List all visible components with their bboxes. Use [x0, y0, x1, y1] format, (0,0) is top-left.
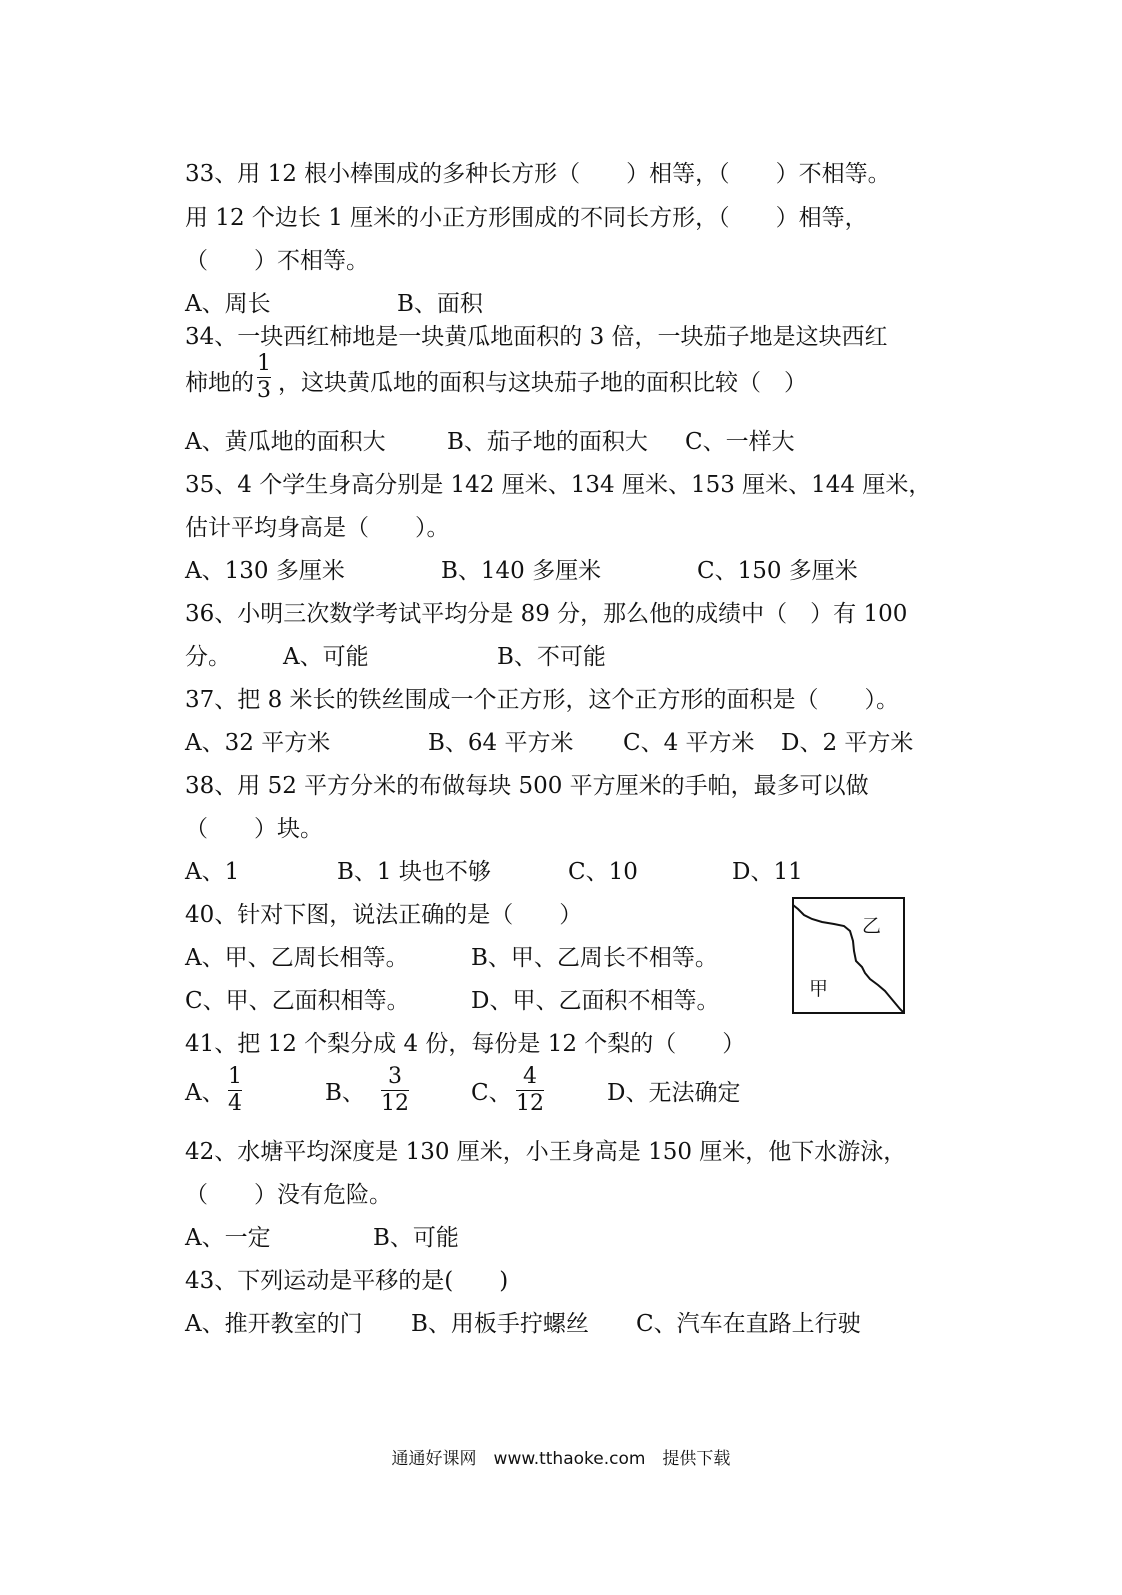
q37-option-c: C、4 平方米 — [623, 730, 755, 756]
q38-option-b: B、1 块也不够 — [337, 859, 491, 885]
q37-option-b: B、64 平方米 — [428, 730, 574, 756]
q40-option-c: C、甲、乙面积相等。 — [185, 988, 410, 1014]
q41-option-b-label: B、 — [325, 1080, 365, 1106]
q40-option-a: A、甲、乙周长相等。 — [185, 945, 409, 971]
q43-line-1: 43、下列运动是平移的是( ) — [185, 1268, 509, 1294]
q37-line-1: 37、把 8 米长的铁丝围成一个正方形，这个正方形的面积是（ ）。 — [185, 687, 900, 713]
q33-option-b: B、面积 — [397, 291, 483, 317]
q34-option-a: A、黄瓜地的面积大 — [185, 429, 386, 455]
q42-line-2: （ ）没有危险。 — [185, 1182, 392, 1208]
q41-option-b-numerator: 3 — [388, 1064, 402, 1089]
q41-option-c-label: C、 — [471, 1080, 512, 1106]
q33-option-a: A、周长 — [185, 291, 271, 317]
q38-line-1: 38、用 52 平方分米的布做每块 500 平方厘米的手帕，最多可以做 — [185, 773, 869, 799]
q41-option-d: D、无法确定 — [607, 1080, 741, 1106]
figure-label-yi: 乙 — [862, 915, 882, 937]
figure-label-jia: 甲 — [809, 978, 829, 1000]
q41-option-b-denominator: 12 — [381, 1091, 409, 1116]
q38-option-a: A、1 — [185, 859, 240, 885]
q34-option-b: B、茄子地的面积大 — [447, 429, 648, 455]
q40-figure — [792, 897, 905, 1014]
q33-line-3: （ ）不相等。 — [185, 248, 369, 274]
q34-option-c: C、一样大 — [685, 429, 795, 455]
q41-option-c-denominator: 12 — [516, 1091, 544, 1116]
q40-option-d: D、甲、乙面积不相等。 — [471, 988, 720, 1014]
q43-option-a: A、推开教室的门 — [185, 1311, 363, 1337]
q42-option-a: A、一定 — [185, 1225, 271, 1251]
q37-option-d: D、2 平方米 — [781, 730, 914, 756]
q41-option-c-numerator: 4 — [523, 1064, 537, 1089]
q35-option-c: C、150 多厘米 — [697, 558, 858, 584]
q41-option-a-fraction — [228, 1065, 242, 1116]
q38-option-d: D、11 — [732, 859, 803, 885]
q40-line-1: 40、针对下图，说法正确的是（ ） — [185, 902, 583, 928]
q36-line-1: 36、小明三次数学考试平均分是 89 分，那么他的成绩中（ ）有 100 — [185, 601, 908, 627]
q41-option-b-fraction — [381, 1065, 409, 1116]
q42-line-1: 42、水塘平均深度是 130 厘米，小王身高是 150 厘米，他下水游泳， — [185, 1139, 907, 1165]
q41-option-a-denominator: 4 — [228, 1091, 242, 1116]
q43-option-c: C、汽车在直路上行驶 — [636, 1311, 861, 1337]
q34-fraction-numerator: 1 — [257, 351, 271, 376]
q34-line-1: 34、一块西红柿地是一块黄瓜地面积的 3 倍，一块茄子地是这块西红 — [185, 324, 888, 350]
page-footer: 通通好课网 www.tthaoke.com 提供下载 — [391, 1449, 731, 1469]
q41-option-a-label: A、 — [185, 1080, 225, 1106]
q34-line-2-prefix: 柿地的 — [185, 370, 254, 396]
q40-option-b: B、甲、乙周长不相等。 — [471, 945, 718, 971]
q43-option-b: B、用板手拧螺丝 — [411, 1311, 589, 1337]
q41-line-1: 41、把 12 个梨分成 4 份，每份是 12 个梨的（ ） — [185, 1031, 746, 1057]
q35-line-2: 估计平均身高是（ ）。 — [185, 515, 450, 541]
q36-option-b: B、不可能 — [497, 644, 606, 670]
q34-line-2-suffix: ，这块黄瓜地的面积与这块茄子地的面积比较（ ） — [278, 370, 807, 396]
q35-line-1: 35、4 个学生身高分别是 142 厘米、134 厘米、153 厘米、144 厘米， — [185, 472, 932, 498]
q34-fraction-denominator: 3 — [257, 378, 271, 403]
q35-option-b: B、140 多厘米 — [441, 558, 602, 584]
q42-option-b: B、可能 — [373, 1225, 459, 1251]
q36-option-a: A、可能 — [283, 644, 369, 670]
q36-line-2-prefix: 分。 — [185, 644, 231, 670]
q35-option-a: A、130 多厘米 — [185, 558, 345, 584]
q38-line-2: （ ）块。 — [185, 816, 323, 842]
q33-line-1: 33、用 12 根小棒围成的多种长方形（ ）相等，（ ）不相等。 — [185, 161, 891, 187]
q41-option-c-fraction — [516, 1065, 544, 1116]
q41-option-a-numerator: 1 — [228, 1064, 242, 1089]
q37-option-a: A、32 平方米 — [185, 730, 331, 756]
q33-line-2: 用 12 个边长 1 厘米的小正方形围成的不同长方形，（ ）相等， — [185, 205, 868, 231]
q38-option-c: C、10 — [568, 859, 638, 885]
q34-fraction — [257, 352, 271, 403]
